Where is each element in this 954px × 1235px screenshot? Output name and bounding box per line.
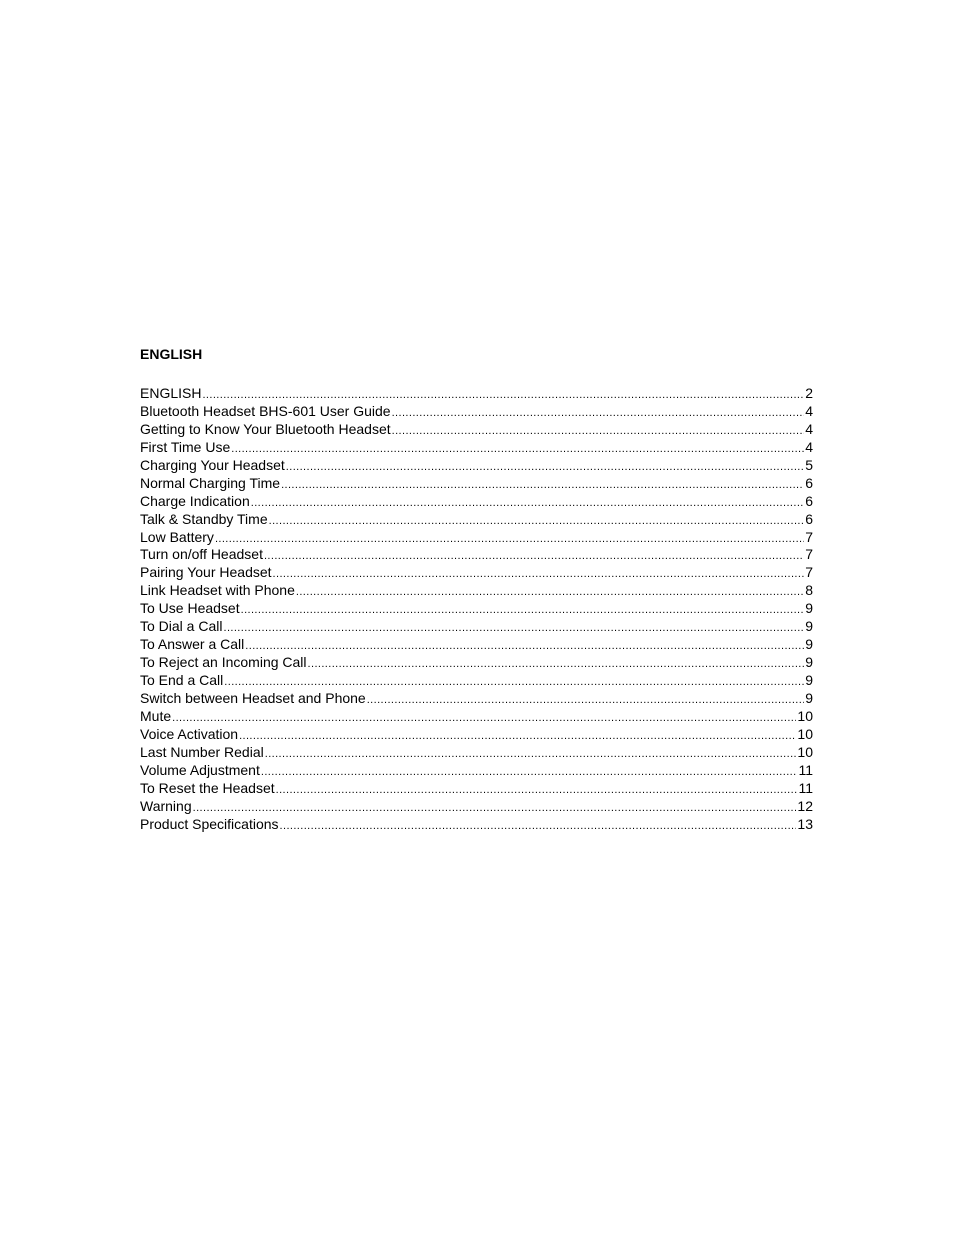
toc-entry[interactable]: [140, 403, 813, 421]
toc-entry[interactable]: [140, 529, 813, 547]
toc-entry-page: 5: [805, 456, 813, 473]
toc-entry[interactable]: [140, 798, 813, 816]
toc-entry-page: 7: [805, 546, 813, 563]
toc-entry[interactable]: [140, 654, 813, 672]
toc-dot-leader: [276, 782, 798, 798]
toc-entry-page: 11: [798, 761, 813, 778]
toc-entry-title: Low Battery: [140, 528, 214, 545]
toc-entry-page: 6: [805, 492, 813, 509]
toc-entry-page: 10: [797, 707, 813, 724]
toc-entry-page: 7: [805, 528, 813, 545]
toc-entry-title: First Time Use: [140, 438, 231, 455]
toc-dot-leader: [281, 477, 804, 493]
toc-dot-leader: [269, 513, 805, 529]
toc-entry-title: To End a Call: [140, 672, 224, 688]
toc-entry-page: 7: [805, 564, 813, 581]
toc-dot-leader: [308, 656, 805, 672]
toc-entry-page: 9: [805, 654, 813, 671]
toc-entry-page: 10: [797, 725, 813, 742]
toc-entry-page: 4: [805, 402, 813, 419]
section-heading: ENGLISH: [140, 346, 203, 362]
toc-dot-leader: [280, 818, 797, 834]
toc-entry-title: Getting to Know Your Bluetooth Headset: [140, 420, 391, 437]
toc-dot-leader: [367, 692, 804, 708]
toc-entry-title: To Dial a Call: [140, 618, 223, 635]
toc-dot-leader: [215, 531, 804, 547]
toc-dot-leader: [223, 620, 804, 636]
toc-dot-leader: [392, 423, 805, 439]
toc-entry-title: Volume Adjustment: [140, 761, 260, 778]
toc-entry[interactable]: [140, 421, 813, 439]
toc-entry-page: 8: [805, 582, 813, 599]
toc-dot-leader: [264, 548, 804, 564]
toc-entry[interactable]: [140, 726, 813, 744]
toc-entry-page: 4: [805, 438, 813, 455]
toc-entry-page: 9: [805, 618, 813, 635]
toc-dot-leader: [392, 405, 805, 421]
toc-entry-title: Charge Indication: [140, 492, 250, 509]
table-of-contents: [140, 385, 813, 833]
toc-dot-leader: [202, 387, 804, 403]
toc-entry[interactable]: [140, 636, 813, 654]
toc-entry-title: Talk & Standby Time: [140, 510, 268, 527]
toc-dot-leader: [224, 674, 804, 690]
toc-entry-title: Link Headset with Phone: [140, 582, 295, 599]
toc-entry-page: 9: [805, 636, 813, 653]
toc-entry-title: Last Number Redial: [140, 743, 264, 760]
toc-entry[interactable]: [140, 582, 813, 600]
toc-entry[interactable]: [140, 816, 813, 834]
toc-entry-page: 13: [797, 815, 813, 832]
toc-dot-leader: [193, 800, 797, 816]
toc-entry-title: Switch between Headset and Phone: [140, 689, 366, 706]
toc-entry-page: 6: [805, 474, 813, 491]
toc-entry-title: Warning: [140, 797, 192, 814]
toc-entry-page: 2: [805, 385, 813, 401]
toc-entry[interactable]: [140, 762, 813, 780]
toc-entry-title: To Answer a Call: [140, 636, 245, 653]
toc-dot-leader: [273, 566, 805, 582]
toc-dot-leader: [231, 441, 804, 457]
toc-entry[interactable]: [140, 493, 813, 511]
toc-entry[interactable]: [140, 780, 813, 798]
toc-dot-leader: [251, 495, 804, 511]
toc-entry-page: 11: [798, 779, 813, 796]
toc-entry[interactable]: [140, 546, 813, 564]
toc-entry-page: 9: [805, 600, 813, 617]
toc-dot-leader: [239, 728, 796, 744]
toc-entry[interactable]: [140, 511, 813, 529]
toc-entry-title: Product Specifications: [140, 815, 279, 832]
toc-entry-page: 12: [797, 797, 813, 814]
toc-entry-page: 9: [805, 672, 813, 688]
toc-entry-title: Charging Your Headset: [140, 456, 285, 473]
toc-entry[interactable]: [140, 439, 813, 457]
toc-dot-leader: [265, 746, 797, 762]
toc-entry[interactable]: [140, 475, 813, 493]
toc-dot-leader: [296, 584, 804, 600]
toc-dot-leader: [245, 638, 804, 654]
toc-entry-page: 9: [805, 689, 813, 706]
toc-entry-title: To Reject an Incoming Call: [140, 654, 307, 671]
toc-entry-title: Bluetooth Headset BHS-601 User Guide: [140, 402, 391, 419]
toc-entry[interactable]: [140, 600, 813, 618]
toc-entry-page: 6: [805, 510, 813, 527]
toc-dot-leader: [172, 710, 796, 726]
toc-dot-leader: [241, 602, 805, 618]
toc-entry[interactable]: [140, 457, 813, 475]
toc-entry-title: Pairing Your Headset: [140, 564, 272, 581]
toc-entry-title: Turn on/off Headset: [140, 546, 263, 563]
toc-entry-title: ENGLISH: [140, 385, 202, 401]
toc-entry-page: 4: [805, 420, 813, 437]
toc-entry[interactable]: [140, 690, 813, 708]
toc-entry[interactable]: [140, 672, 813, 690]
toc-entry[interactable]: [140, 618, 813, 636]
toc-dot-leader: [286, 459, 804, 475]
toc-entry[interactable]: [140, 744, 813, 762]
toc-entry[interactable]: [140, 385, 813, 403]
toc-entry[interactable]: [140, 708, 813, 726]
toc-dot-leader: [261, 764, 798, 780]
toc-entry[interactable]: [140, 564, 813, 582]
toc-entry-title: To Reset the Headset: [140, 779, 275, 796]
toc-entry-title: Normal Charging Time: [140, 474, 281, 491]
toc-entry-title: Voice Activation: [140, 725, 239, 742]
toc-entry-title: To Use Headset: [140, 600, 240, 617]
toc-entry-page: 10: [797, 743, 813, 760]
toc-entry-title: Mute: [140, 707, 172, 724]
